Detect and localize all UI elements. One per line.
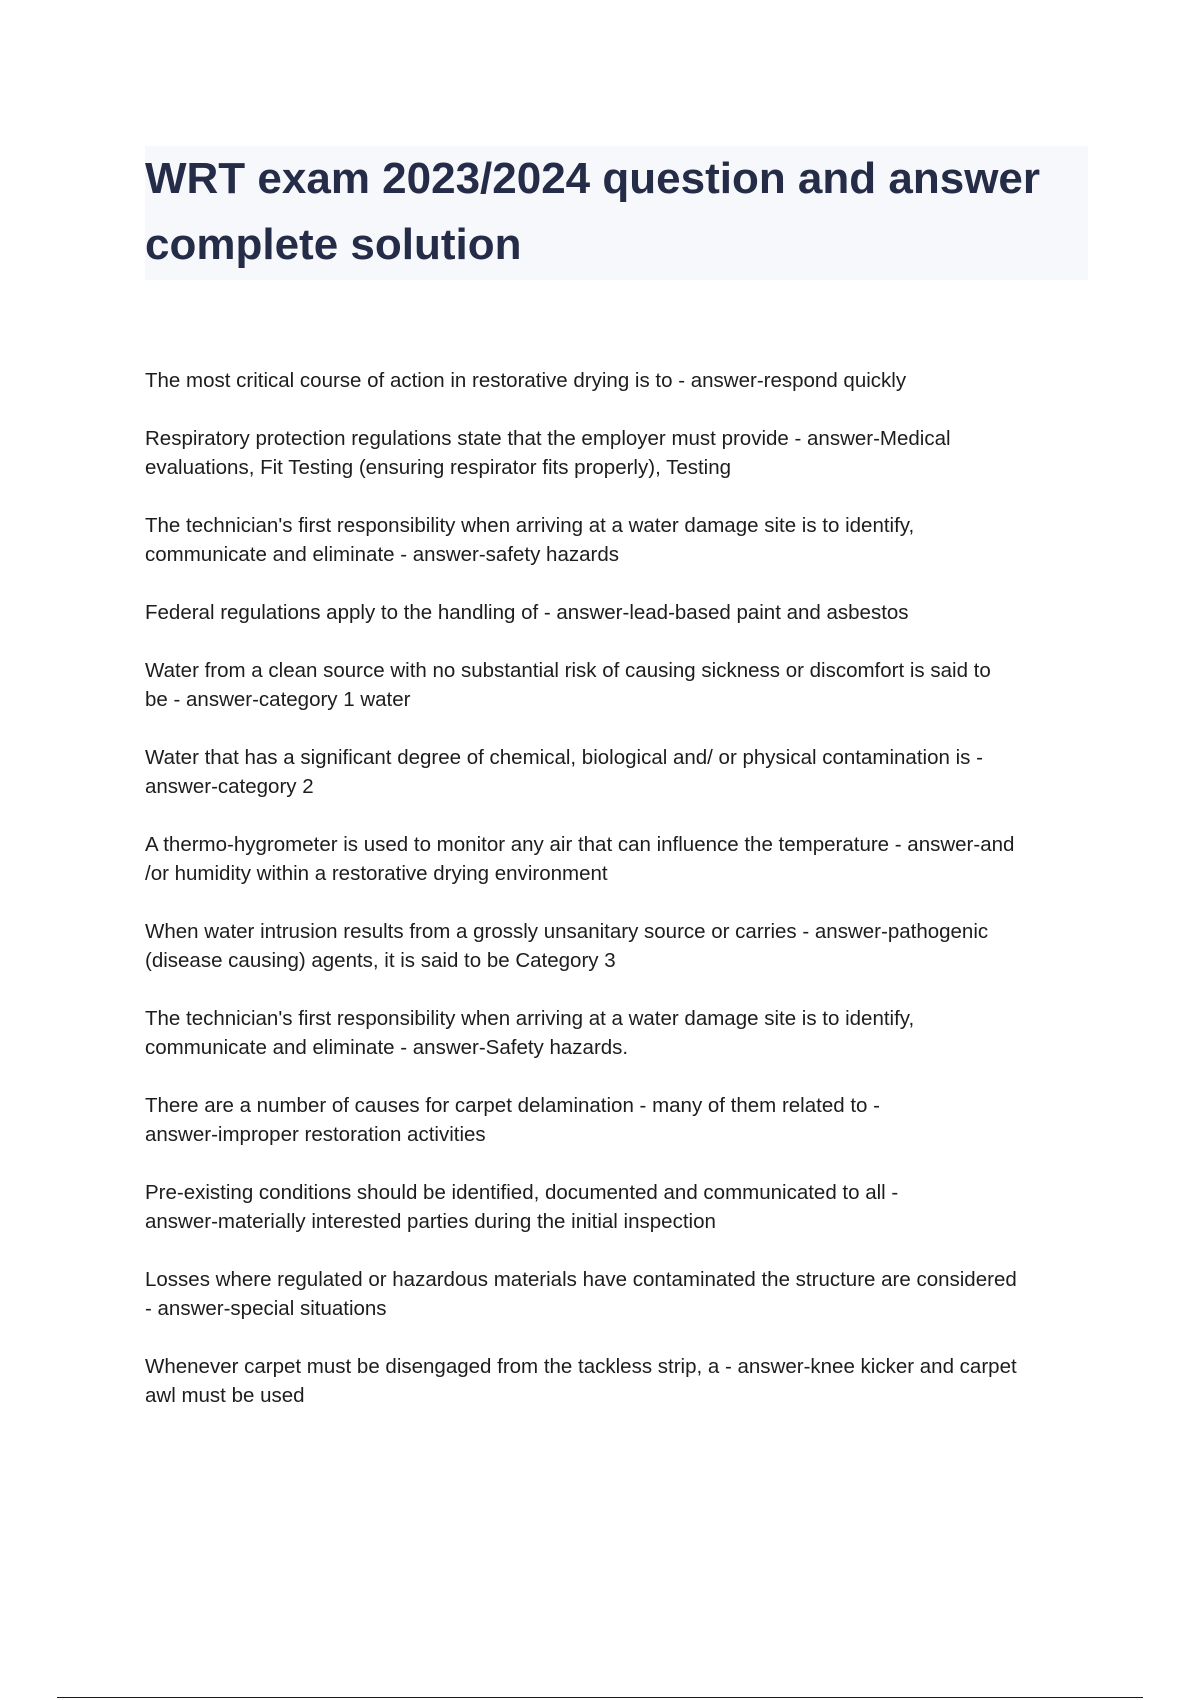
qa-item: There are a number of causes for carpet delamination - many of them related to - answer-improper restoration activities bbox=[145, 1094, 880, 1146]
qa-item: Water from a clean source with no substantial risk of causing sickness or discomfort is said to be - answer-category 1 water bbox=[145, 659, 991, 711]
page-footer-rule bbox=[57, 1697, 1143, 1698]
qa-item: Pre-existing conditions should be identified, documented and communicated to all - answer-materially interested parties during the initial inspection bbox=[145, 1181, 899, 1233]
qa-item: Whenever carpet must be disengaged from the tackless strip, a - answer-knee kicker and carpet awl must be used bbox=[145, 1355, 1017, 1407]
qa-item: Water that has a significant degree of chemical, biological and/ or physical contamination is - answer-category 2 bbox=[145, 746, 983, 798]
qa-item: The most critical course of action in restorative drying is to - answer-respond quickly bbox=[145, 369, 907, 392]
qa-item: Losses where regulated or hazardous materials have contaminated the structure are considered - answer-special situations bbox=[145, 1268, 1017, 1320]
qa-item: A thermo-hygrometer is used to monitor any air that can influence the temperature - answer-and /or humidity within a restorative drying environment bbox=[145, 833, 1015, 885]
qa-item: The technician's first responsibility when arriving at a water damage site is to identify, communicate and eliminate - answer-safety hazards bbox=[145, 514, 915, 566]
question-answer-list bbox=[145, 366, 1095, 1439]
qa-item: Respiratory protection regulations state that the employer must provide - answer-Medical evaluations, Fit Testing (ensuring respirator fits properly), Testing bbox=[145, 427, 951, 479]
title-band bbox=[145, 146, 1088, 280]
qa-item: Federal regulations apply to the handling of - answer-lead-based paint and asbestos bbox=[145, 601, 909, 624]
qa-item: The technician's first responsibility when arriving at a water damage site is to identify, communicate and eliminate - answer-Safety hazards. bbox=[145, 1007, 915, 1059]
document-title: WRT exam 2023/2024 question and answer complete solution bbox=[145, 154, 1041, 269]
qa-item: When water intrusion results from a grossly unsanitary source or carries - answer-pathogenic (disease causing) agents, it is said to be Category 3 bbox=[145, 920, 989, 972]
